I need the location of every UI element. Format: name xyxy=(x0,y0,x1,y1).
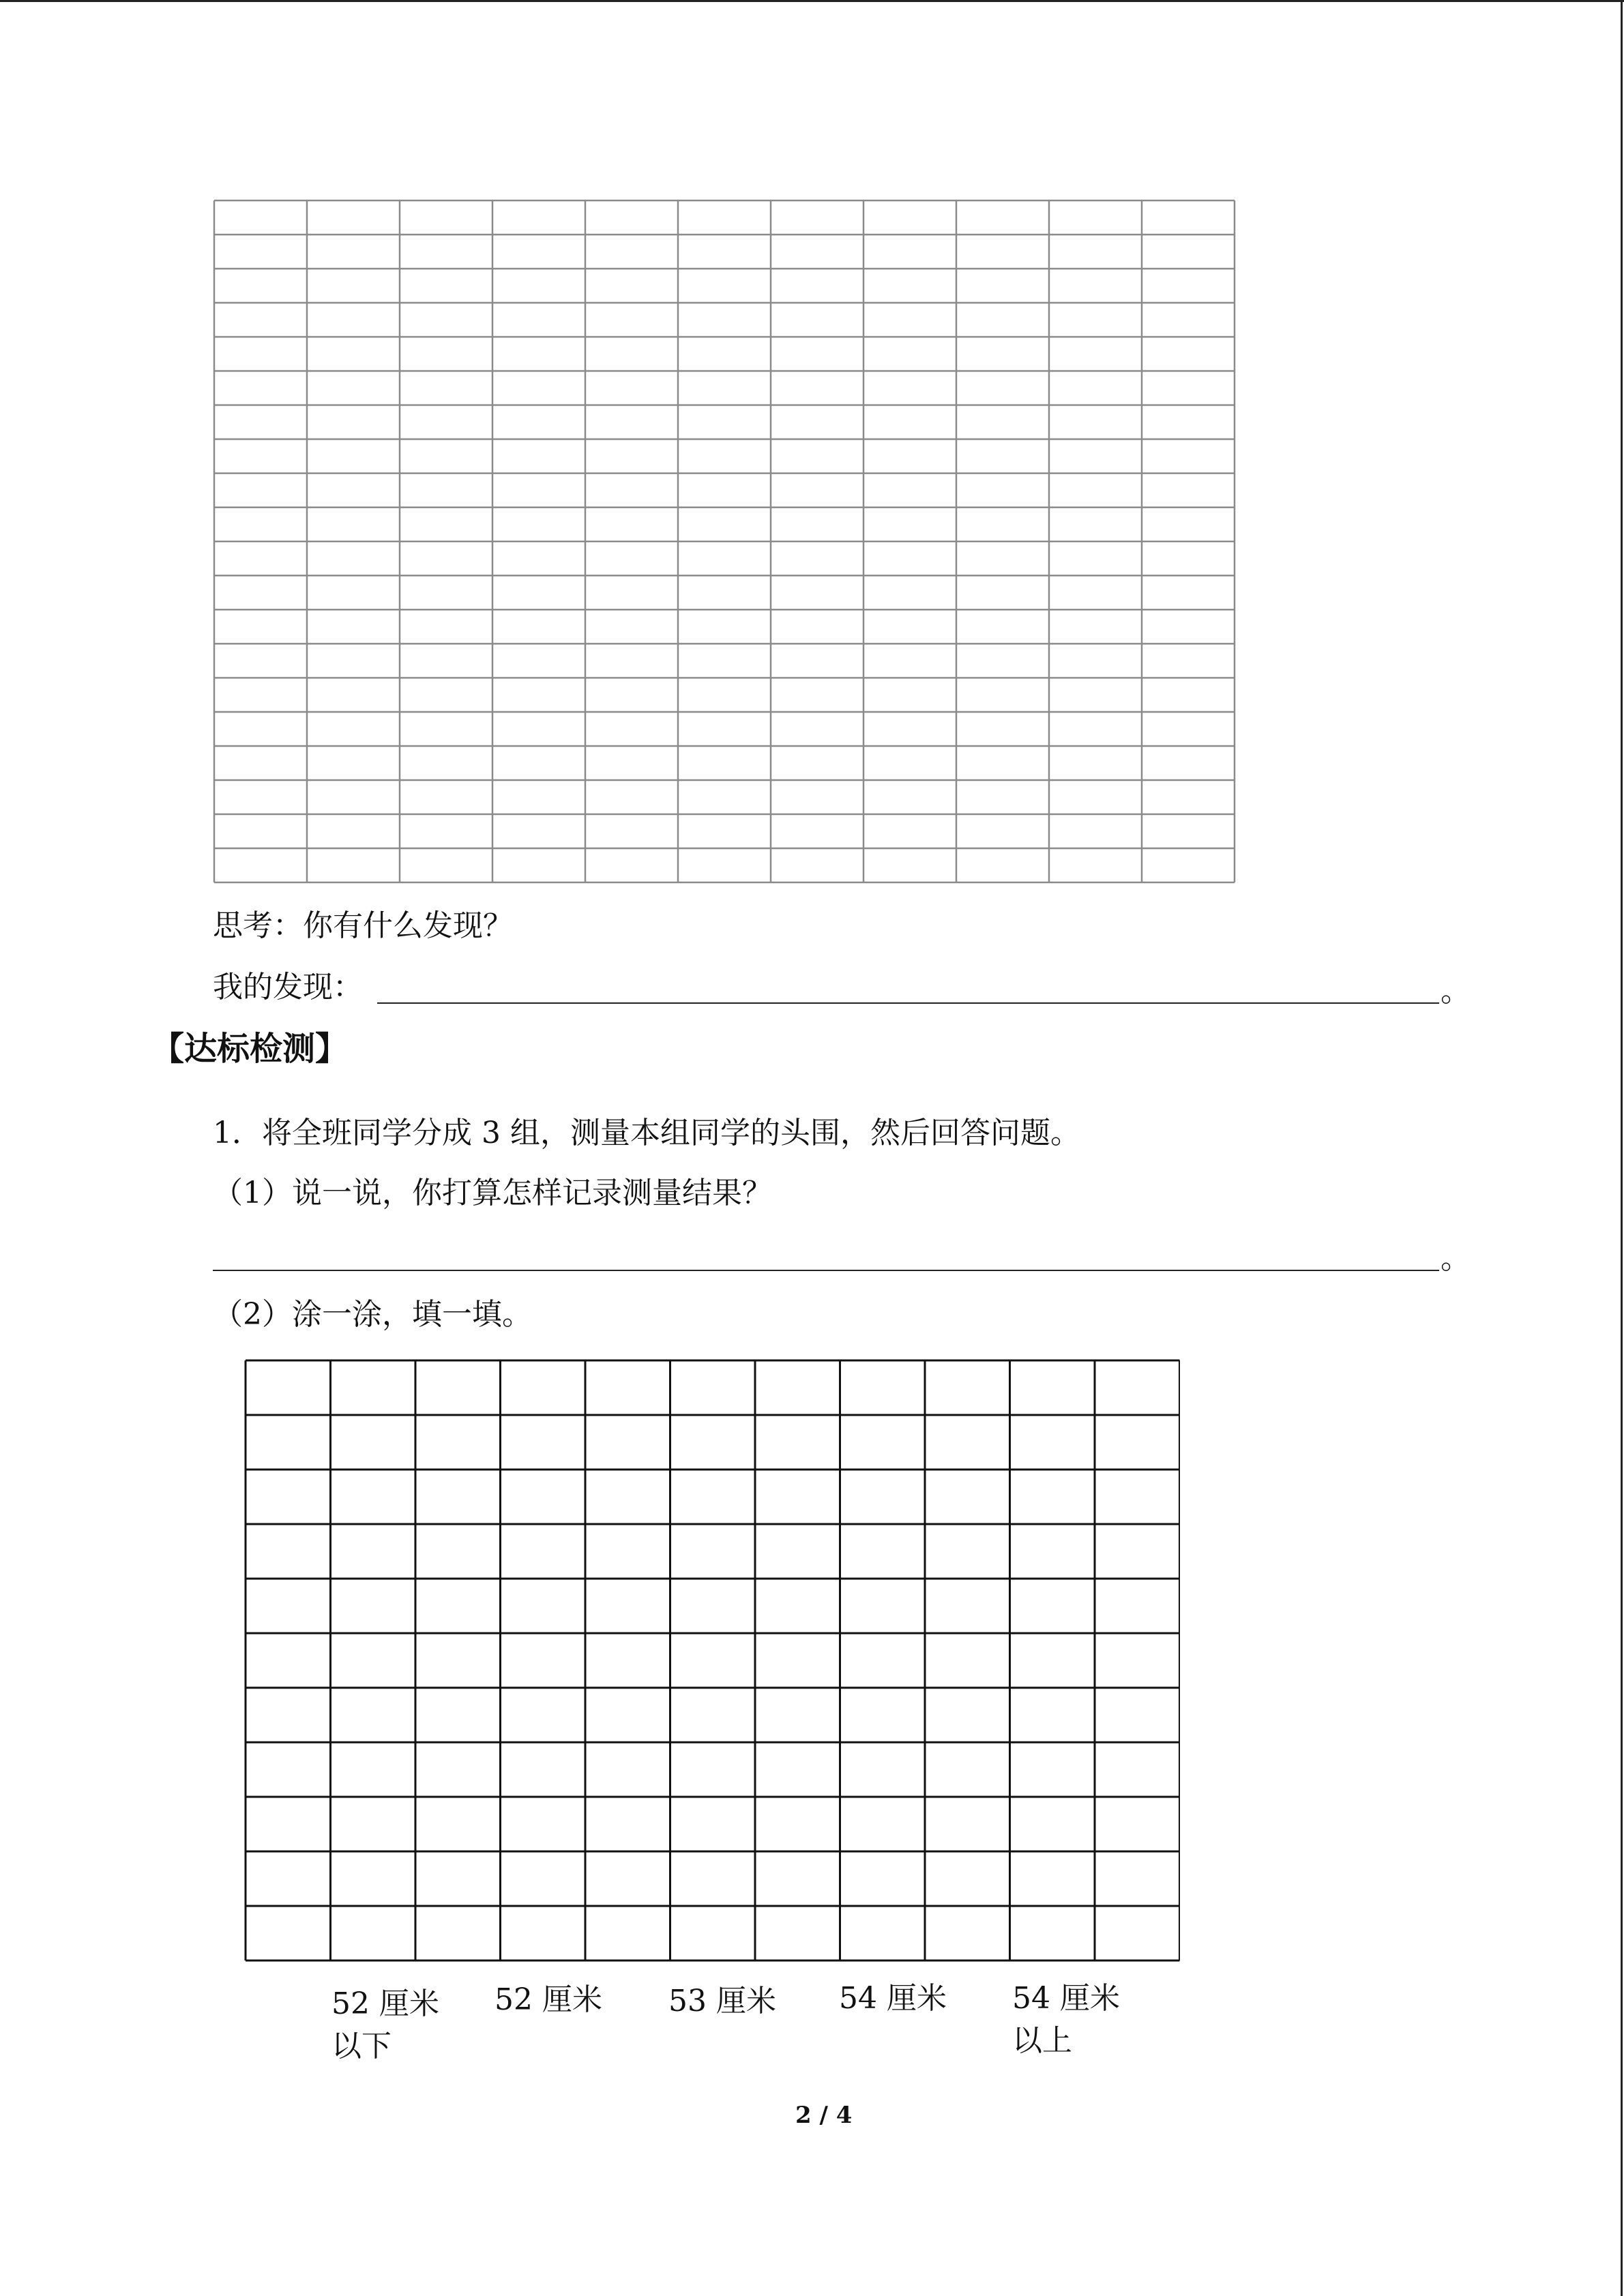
upper-tally-grid xyxy=(213,199,1236,885)
section-heading: 【达标检测】 xyxy=(151,1030,349,1068)
finding-label: 我的发现： xyxy=(213,970,363,1004)
category-label: 52 厘米 xyxy=(494,1982,602,2017)
right-border xyxy=(1621,0,1623,2296)
question-1-part-2: （2）涂一涂，填一填。 xyxy=(213,1297,532,1332)
question-1: 1．将全班同学分成 3 组，测量本组同学的头围，然后回答问题。 xyxy=(213,1116,1080,1150)
finding-answer-line[interactable] xyxy=(377,1002,1439,1004)
top-border xyxy=(0,0,1624,2)
category-label: 54 厘米 以上 xyxy=(1012,1981,1120,2058)
coloring-grid xyxy=(244,1359,1180,1963)
page-number: 2 / 4 xyxy=(795,2102,853,2129)
finding-end-mark: 。 xyxy=(1441,974,1471,1009)
question-1-part-1: （1）说一说，你打算怎样记录测量结果？ xyxy=(213,1176,772,1210)
part-1-end-mark: 。 xyxy=(1441,1241,1471,1276)
category-label: 52 厘米 以下 xyxy=(331,1986,439,2063)
think-prompt: 思考：你有什么发现？ xyxy=(213,908,513,943)
category-label: 53 厘米 xyxy=(668,1984,776,2018)
category-label: 54 厘米 xyxy=(839,1981,947,2016)
part-1-answer-line[interactable] xyxy=(213,1270,1439,1271)
